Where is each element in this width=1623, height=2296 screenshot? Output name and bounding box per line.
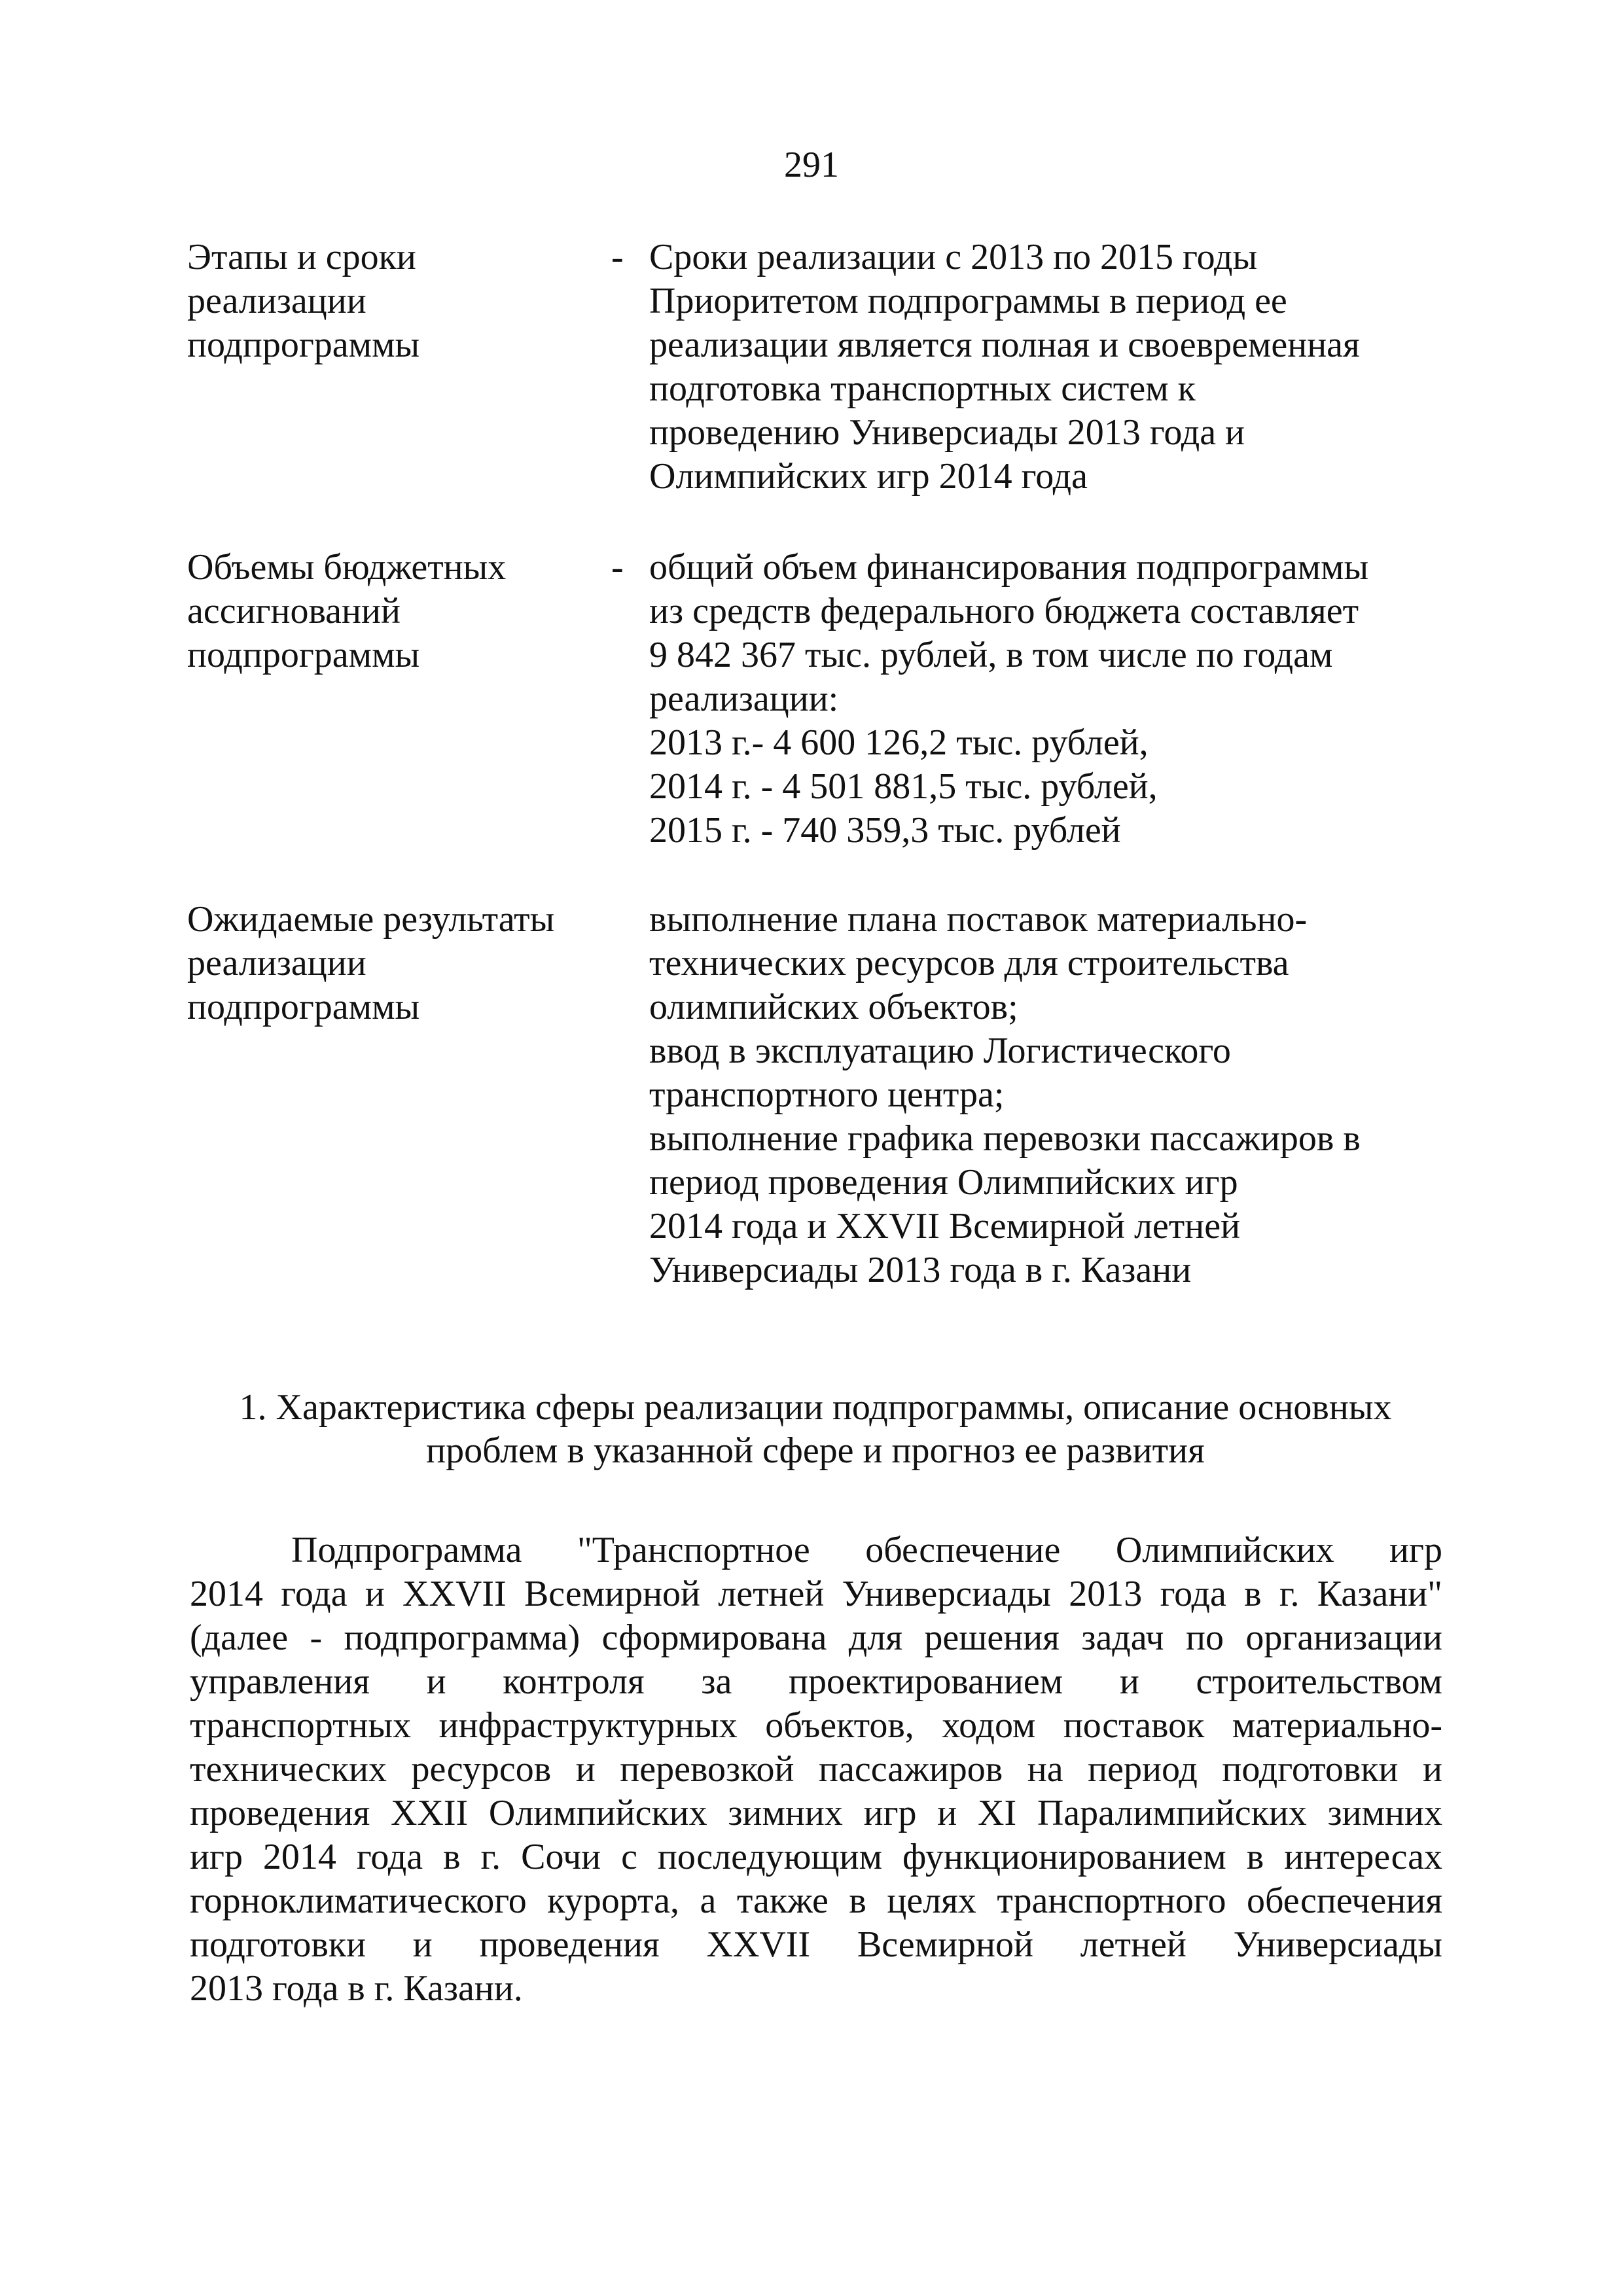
value-line: общий объем финансирования подпрограммы xyxy=(649,547,1369,588)
paragraph-line: 2014 года и XXVII Всемирной летней Универсиады 2013 года в г. Казани" xyxy=(190,1574,1442,1614)
value-line: олимпийских объектов; xyxy=(649,987,1018,1027)
value-line: проведению Универсиады 2013 года и xyxy=(649,412,1245,453)
value-line: Сроки реализации с 2013 по 2015 годы xyxy=(649,237,1258,277)
paragraph-line: игр 2014 года в г. Сочи с последующим функционированием в интересах xyxy=(190,1837,1442,1877)
passport-row-label xyxy=(187,898,606,1029)
label-line: реализации xyxy=(187,281,366,321)
value-line: транспортного центра; xyxy=(649,1074,1005,1115)
value-line: Приоритетом подпрограммы в период ее xyxy=(649,281,1287,321)
section-heading xyxy=(187,1386,1444,1472)
passport-row-dash: - xyxy=(611,237,624,277)
value-line: Олимпийских игр 2014 года xyxy=(649,456,1088,497)
paragraph-line: управления и контроля за проектированием и строительством xyxy=(190,1661,1442,1702)
passport-row-value xyxy=(649,236,1474,499)
value-line: 9 842 367 тыс. рублей, в том числе по годам xyxy=(649,635,1333,675)
section-heading-line: проблем в указанной сфере и прогноз ее развития xyxy=(426,1430,1205,1471)
value-line: 2014 г. - 4 501 881,5 тыс. рублей, xyxy=(649,766,1158,807)
label-line: реализации xyxy=(187,943,366,983)
value-line: 2014 года и XXVII Всемирной летней xyxy=(649,1206,1241,1246)
label-line: подпрограммы xyxy=(187,987,420,1027)
value-line: выполнение плана поставок материально- xyxy=(649,899,1308,940)
passport-row-value xyxy=(649,898,1474,1292)
passport-row-label xyxy=(187,546,606,677)
section-heading-line: 1. Характеристика сферы реализации подпрограммы, описание основных xyxy=(239,1387,1392,1428)
paragraph-line: горноклиматического курорта, а также в целях транспортного обеспечения xyxy=(190,1881,1442,1921)
paragraph-line: технических ресурсов и перевозкой пассажиров на период подготовки и xyxy=(190,1749,1442,1790)
passport-row-value xyxy=(649,546,1474,853)
value-line: технических ресурсов для строительства xyxy=(649,943,1289,983)
value-line: 2013 г.- 4 600 126,2 тыс. рублей, xyxy=(649,722,1149,763)
value-line: 2015 г. - 740 359,3 тыс. рублей xyxy=(649,810,1121,851)
value-line: реализации: xyxy=(649,679,839,719)
paragraph-line: подготовки и проведения XXVII Всемирной летней Универсиады xyxy=(190,1924,1442,1965)
paragraph-line: 2013 года в г. Казани. xyxy=(190,1968,523,2009)
value-line: реализации является полная и своевременная xyxy=(649,325,1360,365)
value-line: период проведения Олимпийских игр xyxy=(649,1162,1238,1203)
passport-row-label xyxy=(187,236,606,367)
label-line: подпрограммы xyxy=(187,325,420,365)
label-line: Ожидаемые результаты xyxy=(187,899,555,940)
paragraph-line: транспортных инфраструктурных объектов, ходом поставок материально- xyxy=(190,1705,1442,1746)
paragraph-line: (далее - подпрограмма) сформирована для решения задач по организации xyxy=(190,1617,1442,1658)
passport-row-dash: - xyxy=(611,547,624,588)
value-line: Универсиады 2013 года в г. Казани xyxy=(649,1250,1192,1290)
label-line: Этапы и сроки xyxy=(187,237,416,277)
value-line: подготовка транспортных систем к xyxy=(649,368,1196,409)
value-line: ввод в эксплуатацию Логистического xyxy=(649,1031,1231,1071)
label-line: Объемы бюджетных xyxy=(187,547,507,588)
label-line: подпрограммы xyxy=(187,635,420,675)
label-line: ассигнований xyxy=(187,591,401,631)
value-line: из средств федерального бюджета составляет xyxy=(649,591,1359,631)
page-number: 291 xyxy=(784,145,839,185)
paragraph-line: Подпрограмма "Транспортное обеспечение Олимпийских игр xyxy=(291,1530,1442,1570)
paragraph-line: проведения XXII Олимпийских зимних игр и XI Паралимпийских зимних xyxy=(190,1793,1442,1833)
body-paragraph xyxy=(190,1528,1442,2011)
value-line: выполнение графика перевозки пассажиров в xyxy=(649,1118,1361,1159)
